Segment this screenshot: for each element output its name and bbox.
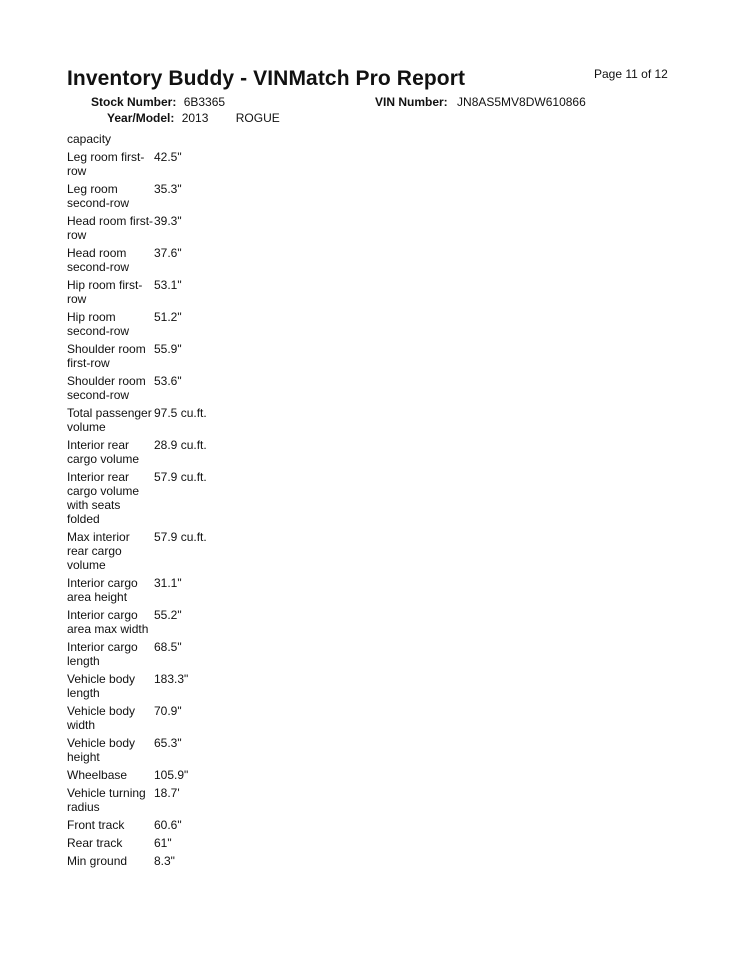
spec-row [67,704,267,732]
model-value: ROGUE [235,111,280,125]
spec-value: 97.5 cu.ft. [154,406,207,420]
spec-row [67,672,267,700]
spec-row [67,182,267,210]
spec-row [67,214,267,242]
report-title: Inventory Buddy - VINMatch Pro Report [67,67,466,90]
spec-label: Interior cargo area height [67,576,138,604]
vin-number-label: VIN Number: [375,95,448,109]
spec-row [67,406,267,434]
spec-label: Interior cargo area max width [67,608,149,636]
spec-label: Vehicle turning radius [67,786,146,814]
spec-value: 31.1" [154,576,182,590]
spec-row [67,342,267,370]
spec-label: Front track [67,818,125,832]
spec-value: 61" [154,836,172,850]
spec-row [67,836,267,850]
page-number: Page 11 of 12 [594,67,668,81]
spec-value: 35.3" [154,182,182,196]
year-model-label: Year/Model: [107,111,175,125]
spec-row [67,818,267,832]
spec-row [67,576,267,604]
spec-label: Leg room first-row [67,150,145,178]
spec-label: Total passenger volume [67,406,152,434]
spec-value: 183.3" [154,672,189,686]
spec-label: Shoulder room second-row [67,374,146,402]
spec-label: Vehicle body length [67,672,136,700]
spec-row [67,470,267,526]
spec-label: Interior rear cargo volume with seats folded [67,470,140,526]
spec-label: Leg room second-row [67,182,130,210]
spec-table [67,132,267,872]
spec-label: Interior cargo length [67,640,138,668]
spec-label: Head room second-row [67,246,130,274]
spec-value: 68.5" [154,640,182,654]
spec-row [67,278,267,306]
spec-label: Interior rear cargo volume [67,438,140,466]
spec-value: 28.9 cu.ft. [154,438,207,452]
stock-number-label: Stock Number: [91,95,177,109]
spec-row [67,246,267,274]
spec-value: 55.9" [154,342,182,356]
spec-value: 105.9" [154,768,189,782]
spec-row [67,438,267,466]
spec-label: Shoulder room first-row [67,342,146,370]
spec-value: 53.1" [154,278,182,292]
spec-row [67,640,267,668]
spec-row [67,132,267,146]
spec-value: 8.3" [154,854,175,868]
spec-label: Vehicle body height [67,736,136,764]
spec-row [67,786,267,814]
spec-row [67,608,267,636]
spec-label: Rear track [67,836,123,850]
spec-row [67,768,267,782]
spec-value: 39.3" [154,214,182,228]
spec-row [67,374,267,402]
spec-label: Vehicle body width [67,704,136,732]
spec-row [67,310,267,338]
spec-label: Hip room second-row [67,310,130,338]
spec-value: 57.9 cu.ft. [154,530,207,544]
stock-number-value: 6B3365 [183,95,226,109]
spec-label: Head room first-row [67,214,154,242]
spec-value: 60.6" [154,818,182,832]
year-model [107,111,280,126]
spec-value: 53.6" [154,374,182,388]
spec-label: Wheelbase [67,768,128,782]
vin-number [375,95,586,110]
spec-value: 42.5" [154,150,182,164]
spec-label: Min ground [67,854,128,868]
spec-label: capacity [67,132,112,146]
stock-number [91,95,225,110]
year-value: 2013 [181,111,209,125]
spec-row [67,736,267,764]
spec-value: 57.9 cu.ft. [154,470,207,484]
vin-number-value: JN8AS5MV8DW610866 [457,95,586,109]
spec-row [67,530,267,572]
spec-row [67,854,267,868]
spec-label: Max interior rear cargo volume [67,530,130,572]
spec-value: 51.2" [154,310,182,324]
spec-label: Hip room first-row [67,278,143,306]
spec-value: 55.2" [154,608,182,622]
spec-row [67,150,267,178]
spec-value: 18.7' [154,786,180,800]
spec-value: 37.6" [154,246,182,260]
spec-value: 65.3" [154,736,182,750]
spec-value: 70.9" [154,704,182,718]
